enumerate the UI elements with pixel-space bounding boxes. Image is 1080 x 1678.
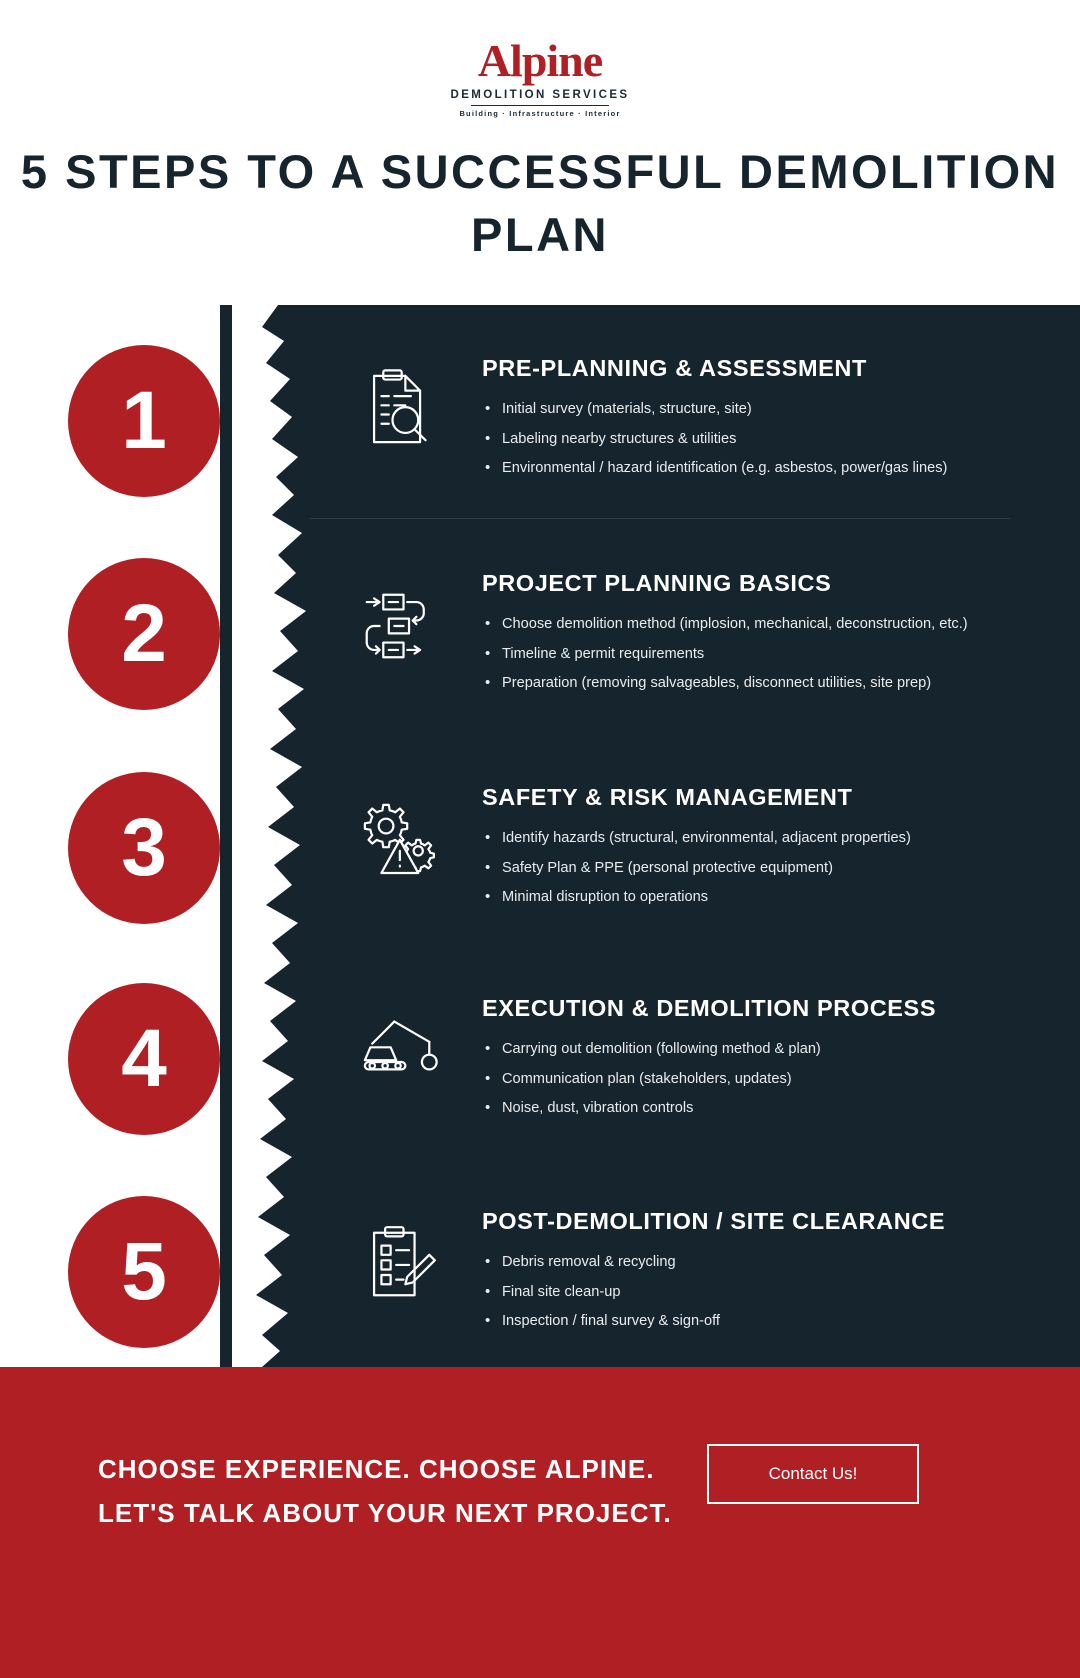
step-bullets-3 (482, 827, 1042, 909)
bullet: • Environmental / hazard identification (e.g. asbestos, power/gas lines) (482, 457, 1042, 480)
step-content-5 (482, 1208, 1042, 1340)
bullet: • Identify hazards (structural, environmental, adjacent properties) (482, 827, 1042, 850)
footer-line-2: LET'S TALK ABOUT YOUR NEXT PROJECT. (98, 1498, 672, 1529)
step-heading-5: POST-DEMOLITION / SITE CLEARANCE (482, 1208, 946, 1234)
bullet: • Choose demolition method (implosion, mechanical, deconstruction, etc.) (482, 613, 1042, 636)
brand-subtitle: DEMOLITION SERVICES (450, 89, 630, 101)
bullet: • Inspection / final survey & sign-off (482, 1310, 1042, 1333)
step-bullets-2 (482, 613, 1042, 695)
step-heading-3: SAFETY & RISK MANAGEMENT (482, 784, 853, 810)
step-bullets-4 (482, 1038, 1042, 1120)
bullet: • Preparation (removing salvageables, disconnect utilities, site prep) (482, 672, 1042, 695)
step-content-1 (482, 355, 1042, 487)
brand-tagline: Building · Infrastructure · Interior (459, 109, 621, 118)
bullet: • Carrying out demolition (following method & plan) (482, 1038, 1042, 1061)
bullet: • Minimal disruption to operations (482, 886, 1042, 909)
page-title: 5 STEPS TO A SUCCESSFUL DEMOLITION PLAN (20, 145, 1060, 262)
footer-banner (0, 1367, 1080, 1678)
step-number-badge-4: 4 (68, 983, 220, 1135)
bullet: • Communication plan (stakeholders, updates) (482, 1068, 1042, 1091)
bullet: • Initial survey (materials, structure, site) (482, 398, 1042, 421)
bullet: • Labeling nearby structures & utilities (482, 428, 1042, 451)
contact-us-button[interactable]: Contact Us! (707, 1444, 919, 1504)
step-content-4 (482, 995, 1042, 1127)
clipboard-magnifier-icon (352, 363, 444, 455)
section-divider (310, 518, 1010, 519)
bullet: • Safety Plan & PPE (personal protective equipment) (482, 857, 1042, 880)
checklist-pencil-icon (352, 1218, 444, 1310)
wrecking-ball-excavator-icon (352, 1005, 444, 1097)
bullet: • Debris removal & recycling (482, 1251, 1042, 1274)
brand-name: Alpine (477, 35, 603, 86)
bullet: • Final site clean-up (482, 1281, 1042, 1304)
step-bullets-5 (482, 1251, 1042, 1333)
logo-divider (471, 105, 609, 106)
bullet: • Timeline & permit requirements (482, 643, 1042, 666)
step-heading-4: EXECUTION & DEMOLITION PROCESS (482, 995, 937, 1021)
footer-line-1: CHOOSE EXPERIENCE. CHOOSE ALPINE. (98, 1454, 655, 1484)
step-number-badge-1: 1 (68, 345, 220, 497)
step-heading-1: PRE-PLANNING & ASSESSMENT (482, 355, 867, 381)
step-bullets-1 (482, 398, 1042, 480)
gears-warning-icon (352, 792, 444, 884)
step-content-2 (482, 570, 1042, 702)
footer-message (98, 1447, 672, 1535)
step-heading-2: PROJECT PLANNING BASICS (482, 570, 832, 596)
step-number-badge-3: 3 (68, 772, 220, 924)
step-number-badge-2: 2 (68, 558, 220, 710)
flowchart-icon (352, 580, 444, 672)
brand-logo (0, 35, 1080, 118)
bullet: • Noise, dust, vibration controls (482, 1097, 1042, 1120)
step-number-badge-5: 5 (68, 1196, 220, 1348)
step-content-3 (482, 784, 1042, 916)
